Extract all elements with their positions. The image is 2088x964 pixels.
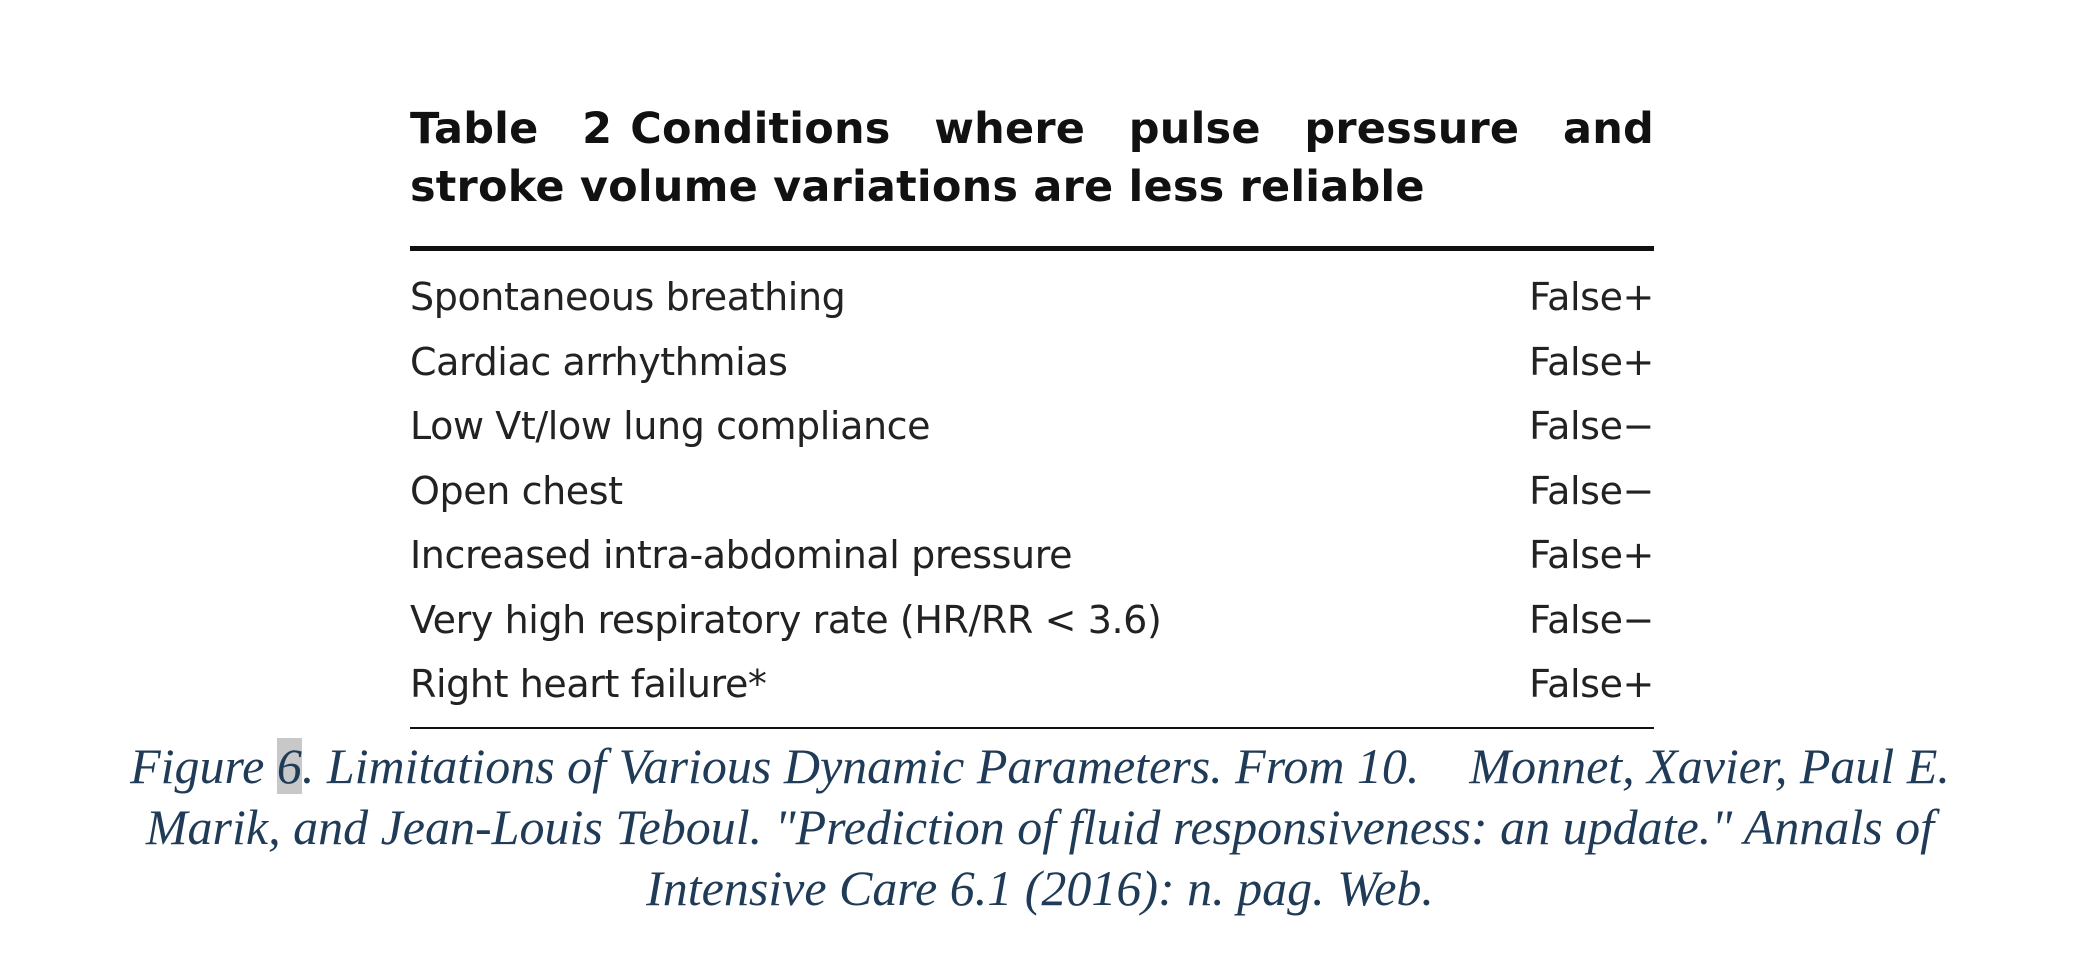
figure-caption (60, 736, 2020, 919)
condition-cell: Increased intra-abdominal pressure (410, 533, 1073, 578)
condition-cell: Spontaneous breathing (410, 275, 846, 320)
condition-cell: Cardiac arrhythmias (410, 339, 788, 384)
table-label: Table 2 (410, 104, 613, 154)
table-body (410, 265, 1654, 717)
table-figure (410, 100, 1654, 729)
result-cell: False− (1529, 404, 1654, 449)
table-top-rule (410, 246, 1654, 251)
result-cell: False− (1529, 597, 1654, 642)
table-bottom-rule (410, 727, 1654, 729)
table-row (410, 588, 1654, 653)
caption-text: . Limitations of Various Dynamic Parameters. From 10. Monnet, Xavier, Paul E. Marik, and Jean-Louis Teboul. "Prediction of fluid responsiveness: an update." Annals of Intensive Care 6.1 (2016): n. pag. Web. (145, 738, 1950, 916)
caption-prefix: Figure (130, 738, 277, 794)
result-cell: False+ (1529, 662, 1654, 707)
table-row (410, 459, 1654, 524)
table-row (410, 523, 1654, 588)
caption-figure-number: 6 (276, 738, 302, 794)
table-row (410, 394, 1654, 459)
condition-cell: Right heart failure* (410, 662, 767, 707)
table-title (410, 100, 1654, 216)
table-row (410, 330, 1654, 395)
condition-cell: Low Vt/low lung compliance (410, 404, 931, 449)
table-title-text: Conditions where pulse pressure and stroke volume variations are less reliable (410, 104, 1654, 212)
result-cell: False+ (1529, 339, 1654, 384)
condition-cell: Open chest (410, 468, 623, 513)
table-row (410, 652, 1654, 717)
table-row (410, 265, 1654, 330)
condition-cell: Very high respiratory rate (HR/RR < 3.6) (410, 597, 1162, 642)
result-cell: False+ (1529, 533, 1654, 578)
result-cell: False− (1529, 468, 1654, 513)
result-cell: False+ (1529, 275, 1654, 320)
